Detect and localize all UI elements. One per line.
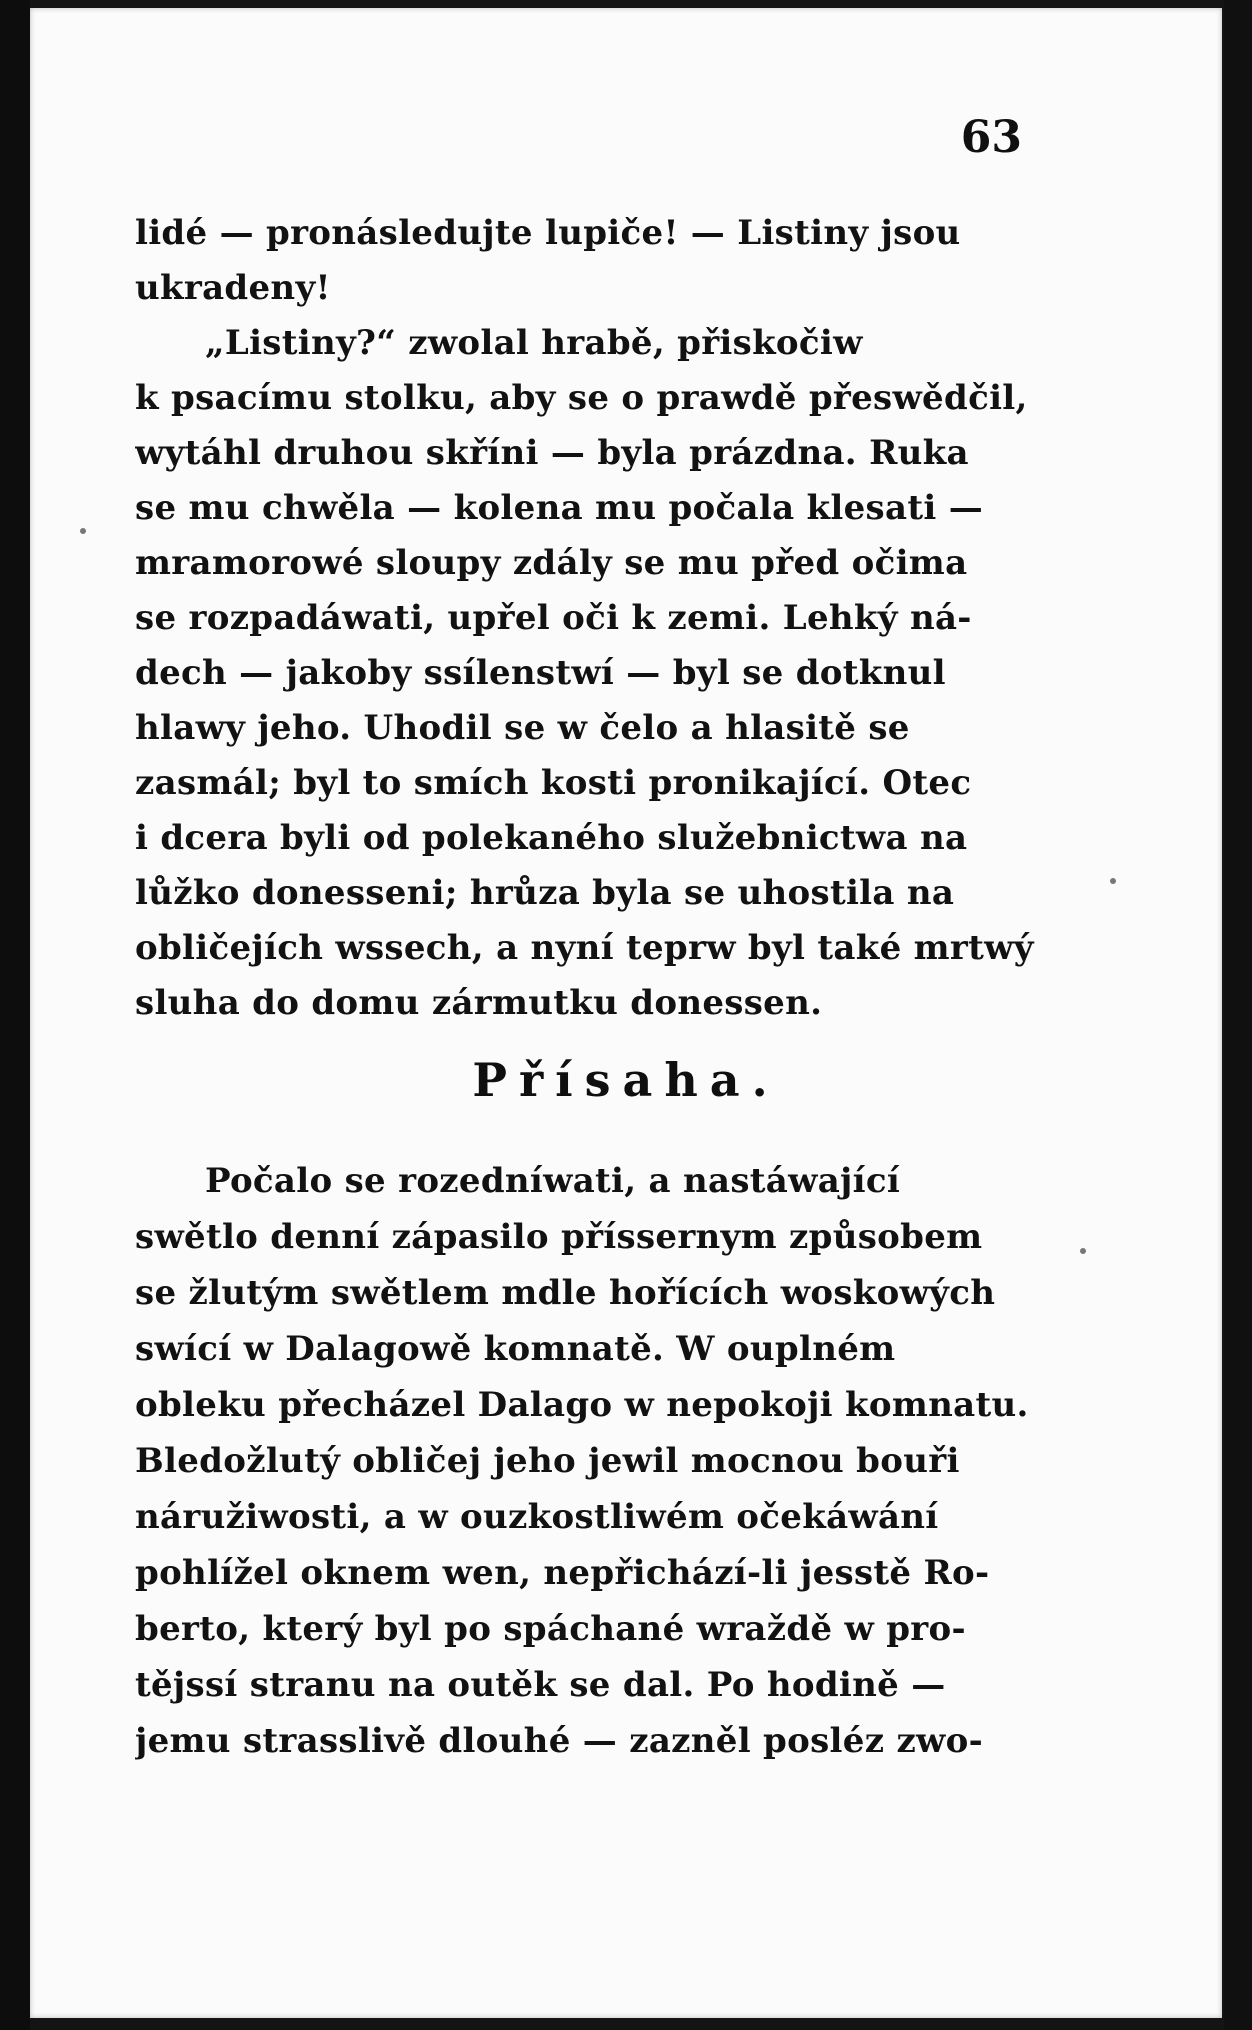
text-line: lidé — pronásledujte lupiče! — Listiny jsou	[135, 213, 961, 253]
body-text-section-1	[135, 206, 1065, 1031]
text-line: mramorowé sloupy zdály se mu před očima	[135, 543, 968, 583]
text-line: k psacímu stolku, aby se o prawdě přeswědčil,	[135, 378, 1028, 418]
paper-speck	[1080, 1248, 1086, 1254]
text-line: berto, který byl po spáchané wraždě w pro-	[135, 1609, 966, 1649]
text-line: pohlížel oknem wen, nepřichází-li jesstě Ro-	[135, 1553, 990, 1593]
text-line: hlawy jeho. Uhodil se w čelo a hlasitě se	[135, 708, 910, 748]
book-spine-left	[0, 0, 30, 2030]
text-line: obleku přecházel Dalago w nepokoji komnatu.	[135, 1385, 1029, 1425]
text-line: swětlo denní zápasilo příssernym způsobem	[135, 1217, 983, 1257]
text-line: sluha do domu zármutku donessen.	[135, 983, 823, 1023]
paper-speck	[1110, 878, 1116, 884]
text-line: lůžko donesseni; hrůza byla se uhostila na	[135, 873, 955, 913]
section-heading: Přísaha.	[472, 1053, 780, 1107]
text-line: se mu chwěla — kolena mu počala klesati —	[135, 488, 983, 528]
text-line: Počalo se rozedníwati, a nastáwající	[205, 1161, 901, 1201]
book-page	[30, 8, 1222, 2018]
text-line: zasmál; byl to smích kosti pronikající. Otec	[135, 763, 972, 803]
body-text-section-2	[135, 1153, 1065, 1769]
book-edge-right	[1224, 0, 1252, 2030]
page-number: 63	[960, 112, 1022, 163]
text-line: tějssí stranu na outěk se dal. Po hodině —	[135, 1665, 946, 1705]
text-line: náružiwosti, a w ouzkostliwém očekáwání	[135, 1497, 939, 1537]
text-line: i dcera byli od polekaného služebnictwa na	[135, 818, 968, 858]
text-line: jemu strasslivě dlouhé — zazněl posléz zwo-	[135, 1721, 984, 1761]
text-line: obličejích wssech, a nyní teprw byl také mrtwý	[135, 928, 1034, 968]
text-line: wytáhl druhou skříni — byla prázdna. Ruka	[135, 433, 969, 473]
text-line: se žlutým swětlem mdle hořících woskowých	[135, 1273, 996, 1313]
paper-speck	[80, 528, 86, 534]
text-line: Bledožlutý obličej jeho jewil mocnou bouři	[135, 1441, 960, 1481]
text-line: swící w Dalagowě komnatě. W ouplném	[135, 1329, 896, 1369]
text-line: „Listiny?“ zwolal hrabě, přiskočiw	[205, 323, 863, 363]
text-line: se rozpadáwati, upřel oči k zemi. Lehký ná-	[135, 598, 972, 638]
text-line: ukradeny!	[135, 268, 331, 308]
text-line: dech — jakoby ssílenstwí — byl se dotknul	[135, 653, 946, 693]
